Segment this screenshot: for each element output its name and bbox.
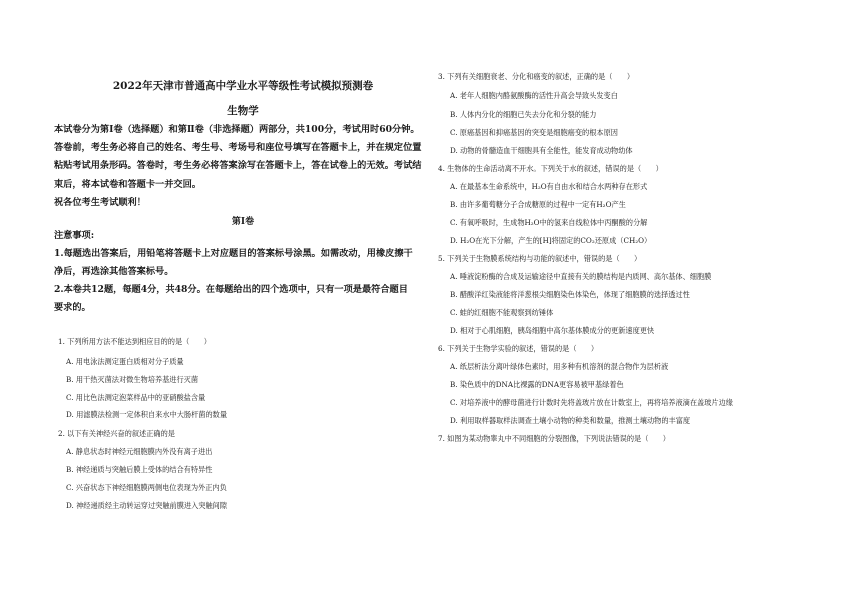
question-option: C. 对培养液中的酵母菌进行计数时先将盖玻片放在计数室上，再将培养液滴在盖玻片边缘 (450, 398, 733, 407)
question-option: A. 用电泳法测定蛋白质相对分子质量 (66, 357, 184, 366)
notes-block (54, 227, 432, 317)
question-option: D. 利用取样器取样法调查土壤小动物的种类和数量，推测土壤动物的丰富度 (450, 416, 691, 425)
question-stem: 7. 如图为某动物睾丸中不同细胞的分裂图像，下列说法错误的是（ ） (438, 434, 670, 443)
question-option: B. 用干热灭菌法对微生物培养基进行灭菌 (66, 375, 199, 384)
question-stem: 2. 以下有关神经兴奋的叙述正确的是 (58, 429, 175, 438)
question-option: A. 老年人细胞内酪氨酸酶的活性升高会导致头发变白 (450, 91, 618, 100)
notes-line: 注意事项: (54, 230, 95, 241)
question-option: D. 用滤膜法检测一定体积自来水中大肠杆菌的数量 (66, 410, 228, 419)
question-option: B. 神经递质与突触后膜上受体的结合有特异性 (66, 465, 213, 474)
section-title: 第Ⅰ卷 (231, 217, 255, 227)
question-stem: 3. 下列有关细胞衰老、分化和癌变的叙述，正确的是（ ） (438, 72, 635, 81)
question-option: D. 相对于心肌细胞，胰岛细胞中高尔基体膜成分的更新速度更快 (450, 326, 655, 335)
question-stem: 4. 生物体的生命活动离不开水。下列关于水的叙述，错误的是（ ） (438, 164, 663, 173)
subject-title: 生物学 (227, 105, 259, 117)
question-option: A. 在最基本生命系统中，H₂O有自由水和结合水两种存在形式 (450, 182, 648, 191)
question-stem: 1. 下列所用方法不能达到相应目的的是（ ） (58, 337, 211, 346)
notes-line: 要求的。 (54, 302, 91, 313)
question-option: B. 由许多葡萄糖分子合成糖原的过程中一定有H₂O产生 (450, 200, 626, 209)
notes-line: 2.本卷共12题，每题4分，共48分。在每题给出的四个选项中，只有一项是最符合题目 (54, 284, 408, 295)
question-option: D. 动物的骨髓造血干细胞具有全能性，能发育成动物幼体 (450, 146, 633, 155)
instruction-line: 本试卷分为第Ⅰ卷（选择题）和第Ⅱ卷（非选择题）两部分，共100分，考试用时60分钟。 (54, 124, 420, 135)
question-option: C. 有氧呼吸时，生成物H₂O中的氢来自线粒体中丙酮酸的分解 (450, 218, 648, 227)
exam-title: 2022年天津市普通高中学业水平等级性考试模拟预测卷 (112, 80, 374, 92)
question-option: D. H₂O在光下分解，产生的[H]将固定的CO₂还原成（CH₂O） (450, 236, 652, 245)
question-option: C. 原癌基因和抑癌基因的突变是细胞癌变的根本原因 (450, 128, 618, 137)
question-option: C. 用比色法测定泡菜样品中的亚硝酸盐含量 (66, 393, 206, 402)
question-option: B. 醋酸洋红染液能将洋葱根尖细胞染色体染色，体现了细胞膜的选择透过性 (450, 290, 690, 299)
instruction-line: 束后，将本试卷和答题卡一并交回。 (54, 178, 201, 190)
notes-line: 1.每题选出答案后，用铅笔将答题卡上对应题目的答案标号涂黑。如需改动，用橡皮擦干 (54, 248, 413, 259)
question-option: A. 静息状态时神经元细胞膜内外没有离子进出 (66, 447, 213, 456)
notes-line: 净后，再选涂其他答案标号。 (54, 266, 174, 277)
question-option: D. 神经递质经主动转运穿过突触前膜进入突触间隙 (66, 501, 228, 510)
question-option: A. 唾液淀粉酶的合成及运输途径中直接有关的膜结构是内质网、高尔基体、细胞膜 (450, 272, 712, 281)
instruction-line: 祝各位考生考试顺利！ (54, 196, 146, 208)
question-option: B. 人体内分化的细胞已失去分化和分裂的能力 (450, 110, 597, 119)
question-stem: 5. 下列关于生物膜系统结构与功能的叙述中，错误的是（ ） (438, 254, 642, 263)
question-option: A. 纸层析法分离叶绿体色素时，用多种有机溶剂的混合物作为层析液 (450, 362, 669, 371)
question-option: C. 蛙的红细胞不能观察到纺锤体 (450, 308, 554, 317)
question-option: C. 兴奋状态下神经细胞膜两侧电位表现为外正内负 (66, 483, 227, 492)
question-stem: 6. 下列关于生物学实验的叙述，错误的是（ ） (438, 344, 599, 353)
instruction-line: 粘贴考试用条形码。答卷时，考生务必将答案涂写在答题卡上，答在试卷上的无效。考试结 (54, 160, 422, 172)
instruction-line: 答卷前，考生务必将自己的姓名、考生号、考场号和座位号填写在答题卡上，并在规定位置 (54, 142, 422, 154)
exam-instructions (54, 121, 432, 212)
question-option: B. 染色质中的DNA比裸露的DNA更容易被甲基绿着色 (450, 380, 624, 389)
